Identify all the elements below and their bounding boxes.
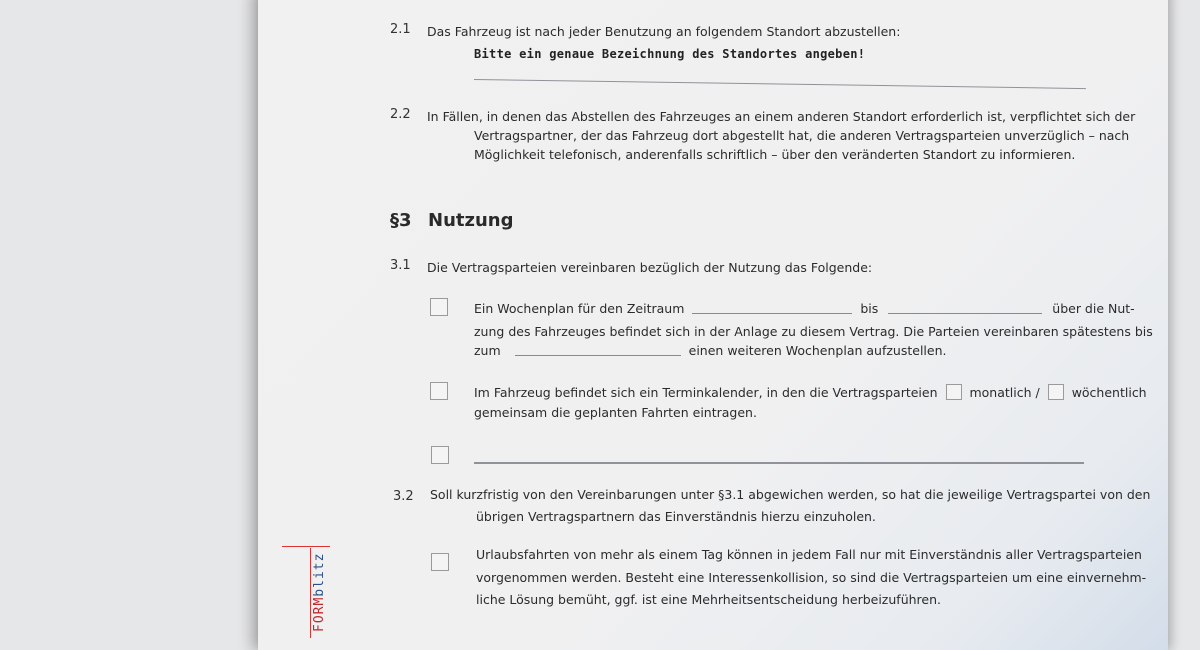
date-from-field[interactable]	[692, 301, 852, 314]
checkbox-custom[interactable]	[431, 446, 449, 464]
option-text: Ein Wochenplan für den Zeitraum	[474, 301, 685, 316]
option-text: über die Nut-	[1052, 301, 1135, 316]
logo-accent-line	[282, 546, 330, 547]
option-text: bis	[860, 301, 879, 316]
formblitz-logo-text: FORMblitz	[312, 552, 327, 632]
checkbox-monthly[interactable]	[946, 384, 962, 400]
option-text: monatlich /	[969, 385, 1040, 400]
section-number: 2.1	[390, 22, 411, 37]
custom-input-line[interactable]	[474, 462, 1084, 464]
option-text: wöchentlich	[1071, 385, 1147, 400]
option-text-line: zung des Fahrzeuges befindet sich in der Anlage zu diesem Vertrag. Die Parteien vereinbaren spätestens bis	[474, 324, 1153, 339]
option-text: einen weiteren Wochenplan aufzustellen.	[688, 343, 947, 358]
section-number: 3.1	[390, 258, 411, 273]
checkbox-weekly-plan[interactable]	[430, 298, 448, 316]
section-text-line: In Fällen, in denen das Abstellen des Fahrzeuges an einem anderen Standort erforderlich ist, verpflichtet sich der	[427, 109, 1136, 124]
section-text-line: übrigen Vertragspartnern das Einverständnis hierzu einzuholen.	[476, 509, 876, 524]
option-text: Im Fahrzeug befindet sich ein Terminkalender, in den die Vertragsparteien	[474, 385, 938, 400]
checkbox-calendar[interactable]	[430, 382, 448, 400]
option-text-line: gemeinsam die geplanten Fahrten eintragen.	[474, 405, 757, 420]
section-title: Nutzung	[428, 210, 514, 231]
option-text-line	[474, 341, 947, 360]
section-text-line: Vertragspartner, der das Fahrzeug dort abgestellt hat, die anderen Vertragsparteien unverzüglich – nach	[474, 128, 1130, 143]
section-text: Das Fahrzeug ist nach jeder Benutzung an folgendem Standort abzustellen:	[427, 24, 901, 39]
option-text-line: Urlaubsfahrten von mehr als einem Tag können in jedem Fall nur mit Einverständnis aller Vertragsparteien	[476, 547, 1142, 562]
date-to-field[interactable]	[888, 301, 1042, 314]
section-symbol: §3	[390, 210, 412, 231]
option-text-line: liche Lösung bemüht, ggf. ist eine Mehrheitsentscheidung herbeizuführen.	[476, 592, 941, 607]
checkbox-vacation-trips[interactable]	[431, 553, 449, 571]
location-placeholder: Bitte ein genaue Bezeichnung des Standortes angeben!	[474, 47, 866, 61]
section-number: 2.2	[390, 107, 411, 122]
deadline-field[interactable]	[515, 343, 681, 356]
option-text-line: vorgenommen werden. Besteht eine Interessenkollision, so sind die Vertragsparteien um eine einvernehm-	[476, 570, 1147, 585]
option-text-line	[474, 383, 1147, 402]
section-text-line: Möglichkeit telefonisch, anderenfalls schriftlich – über den veränderten Standort zu informieren.	[474, 147, 1076, 162]
option-text-line	[474, 299, 1135, 318]
section-number: 3.2	[393, 489, 414, 504]
section-text-line: Soll kurzfristig von den Vereinbarungen unter §3.1 abgewichen werden, so hat die jeweilige Vertragspartei von den	[430, 487, 1151, 502]
checkbox-weekly[interactable]	[1048, 384, 1064, 400]
option-text: zum	[474, 343, 501, 358]
section-text: Die Vertragsparteien vereinbaren bezüglich der Nutzung das Folgende:	[427, 260, 873, 275]
